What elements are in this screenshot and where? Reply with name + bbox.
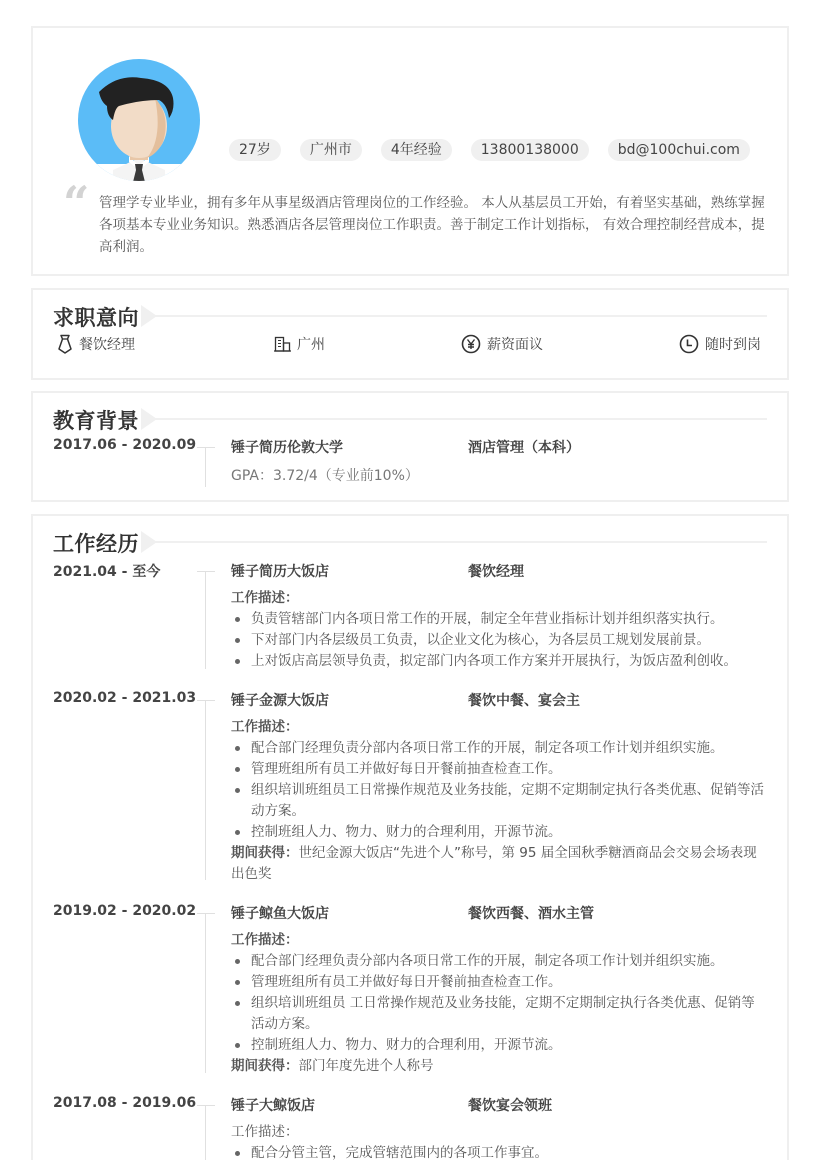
profile-card [31, 26, 789, 276]
timeline-tick [197, 571, 215, 572]
description-label: 工作描述： [231, 1124, 299, 1140]
timeline-tick [197, 447, 215, 448]
description-label: 工作描述： [231, 932, 299, 948]
avatar-illustration [77, 58, 201, 182]
duty-list [231, 738, 767, 843]
timeline-line [205, 571, 206, 669]
section-header [53, 302, 767, 332]
entry-date: 2019.02 - 2020.02 [53, 903, 197, 919]
school-name: 锤子简历伦敦大学 [231, 440, 343, 456]
duty-item: 管理班组所有员工并做好每日开餐前抽查检查工作。 [231, 759, 767, 780]
duty-item: 组织培训班组员工日常操作规范及业务技能，定期不定期制定执行各类优惠、促销等活动方案。 [231, 780, 767, 822]
award [231, 843, 767, 885]
education-entry [53, 437, 767, 487]
intent-position-label: 餐饮经理 [79, 337, 135, 353]
duty-list [231, 609, 767, 672]
duty-list [231, 951, 767, 1056]
duty-item: 上对饭店高层领导负责，拟定部门内各项工作方案并开展执行，为饭店盈利创收。 [231, 651, 767, 672]
award [231, 1056, 767, 1077]
city-tag: 广州市 [300, 139, 362, 161]
intent-salary-label: 薪资面议 [487, 337, 543, 353]
duty-item: 配合部门经理负责分部内各项日常工作的开展，制定各项工作计划并组织实施。 [231, 951, 767, 972]
award-text: 部门年度先进个人称号 [298, 1058, 434, 1074]
profile-summary: 管理学专业毕业，拥有多年从事星级酒店管理岗位的工作经验。 本人从基层员工开始，有着坚实基础，熟练掌握各项基本专业业务知识。熟悉酒店各层管理岗位工作职责。善于制定工作计划指标， 有效合理控制经营成本，提高利润。 [99, 195, 765, 255]
duty-item: 配合分管主管，完成管辖范围内的各项工作事宜。 [231, 1143, 767, 1160]
job-role: 餐饮经理 [468, 564, 524, 580]
divider [153, 541, 767, 543]
job-intent-card [31, 288, 789, 380]
job-description [231, 717, 767, 885]
divider [153, 315, 767, 317]
section-header [53, 405, 767, 435]
job-description [231, 930, 767, 1077]
work-entry [53, 561, 767, 681]
clock-icon [679, 334, 699, 354]
duty-item: 管理班组所有员工并做好每日开餐前抽查检查工作。 [231, 972, 767, 993]
award-text: 世纪金源大饭店“先进个人”称号，第 95 届全国秋季糖酒商品会交易会场表现出色奖 [231, 845, 757, 882]
yen-icon [461, 334, 481, 354]
section-title: 工作经历 [53, 532, 139, 556]
quote-icon: “ [63, 176, 90, 230]
company-name: 锤子鲸鱼大饭店 [231, 906, 329, 922]
timeline-line [205, 447, 206, 487]
work-experience-card [31, 514, 789, 1160]
intent-availability-label: 随时到岗 [705, 337, 761, 353]
duty-item: 下对部门内各层级员工负责，以企业文化为核心，为各层员工规划发展前景。 [231, 630, 767, 651]
timeline-line [205, 700, 206, 880]
duty-item: 配合部门经理负责分部内各项日常工作的开展，制定各项工作计划并组织实施。 [231, 738, 767, 759]
description-label: 工作描述： [231, 590, 299, 606]
work-entry [53, 690, 767, 890]
gpa: GPA：3.72/4（专业前10%） [231, 468, 419, 484]
entry-date: 2020.02 - 2021.03 [53, 690, 197, 706]
entry-date: 2021.04 - 至今 [53, 564, 161, 580]
email-tag[interactable]: bd@100chui.com [608, 139, 750, 161]
description-label: 工作描述： [231, 719, 299, 735]
company-name: 锤子简历大饭店 [231, 564, 329, 580]
job-description [231, 588, 767, 672]
divider [153, 418, 767, 420]
job-role: 餐饮中餐、宴会主 [468, 693, 580, 709]
timeline-tick [197, 913, 215, 914]
work-entry [53, 903, 767, 1083]
company-name: 锤子金源大饭店 [231, 693, 329, 709]
job-description [231, 1122, 767, 1160]
section-title: 教育背景 [53, 409, 139, 433]
entry-date: 2017.06 - 2020.09 [53, 437, 197, 453]
duty-item: 组织培训班组员 工日常操作规范及业务技能，定期不定期制定执行各类优惠、促销等活动方案。 [231, 993, 767, 1035]
tie-icon [57, 334, 73, 354]
award-label: 期间获得： [231, 845, 299, 861]
timeline-tick [197, 1105, 215, 1106]
building-icon [274, 336, 291, 352]
experience-tag: 4年经验 [381, 139, 452, 161]
age-tag: 27岁 [229, 139, 281, 161]
timeline-line [205, 1105, 206, 1160]
intent-position [57, 334, 135, 354]
job-role: 餐饮西餐、酒水主管 [468, 906, 594, 922]
major: 酒店管理（本科） [468, 440, 580, 456]
duty-list [231, 1143, 767, 1160]
work-entry [53, 1095, 767, 1160]
education-card [31, 391, 789, 502]
profile-tags [229, 139, 750, 161]
intent-row [53, 334, 767, 358]
duty-item: 控制班组人力、物力、财力的合理利用，开源节流。 [231, 822, 767, 843]
job-role: 餐饮宴会领班 [468, 1098, 552, 1114]
phone-tag[interactable]: 13800138000 [471, 139, 589, 161]
company-name: 锤子大鲸饭店 [231, 1098, 315, 1114]
intent-availability [679, 334, 761, 354]
duty-item: 负责管辖部门内各项日常工作的开展，制定全年营业指标计划并组织落实执行。 [231, 609, 767, 630]
intent-city [274, 334, 325, 354]
timeline-tick [197, 700, 215, 701]
intent-city-label: 广州 [297, 337, 325, 353]
section-header [53, 528, 767, 558]
avatar [77, 58, 201, 182]
timeline-line [205, 913, 206, 1073]
duty-item: 控制班组人力、物力、财力的合理利用，开源节流。 [231, 1035, 767, 1056]
entry-date: 2017.08 - 2019.06 [53, 1095, 197, 1111]
award-label: 期间获得： [231, 1058, 299, 1074]
intent-salary [461, 334, 543, 354]
section-title: 求职意向 [53, 306, 139, 330]
